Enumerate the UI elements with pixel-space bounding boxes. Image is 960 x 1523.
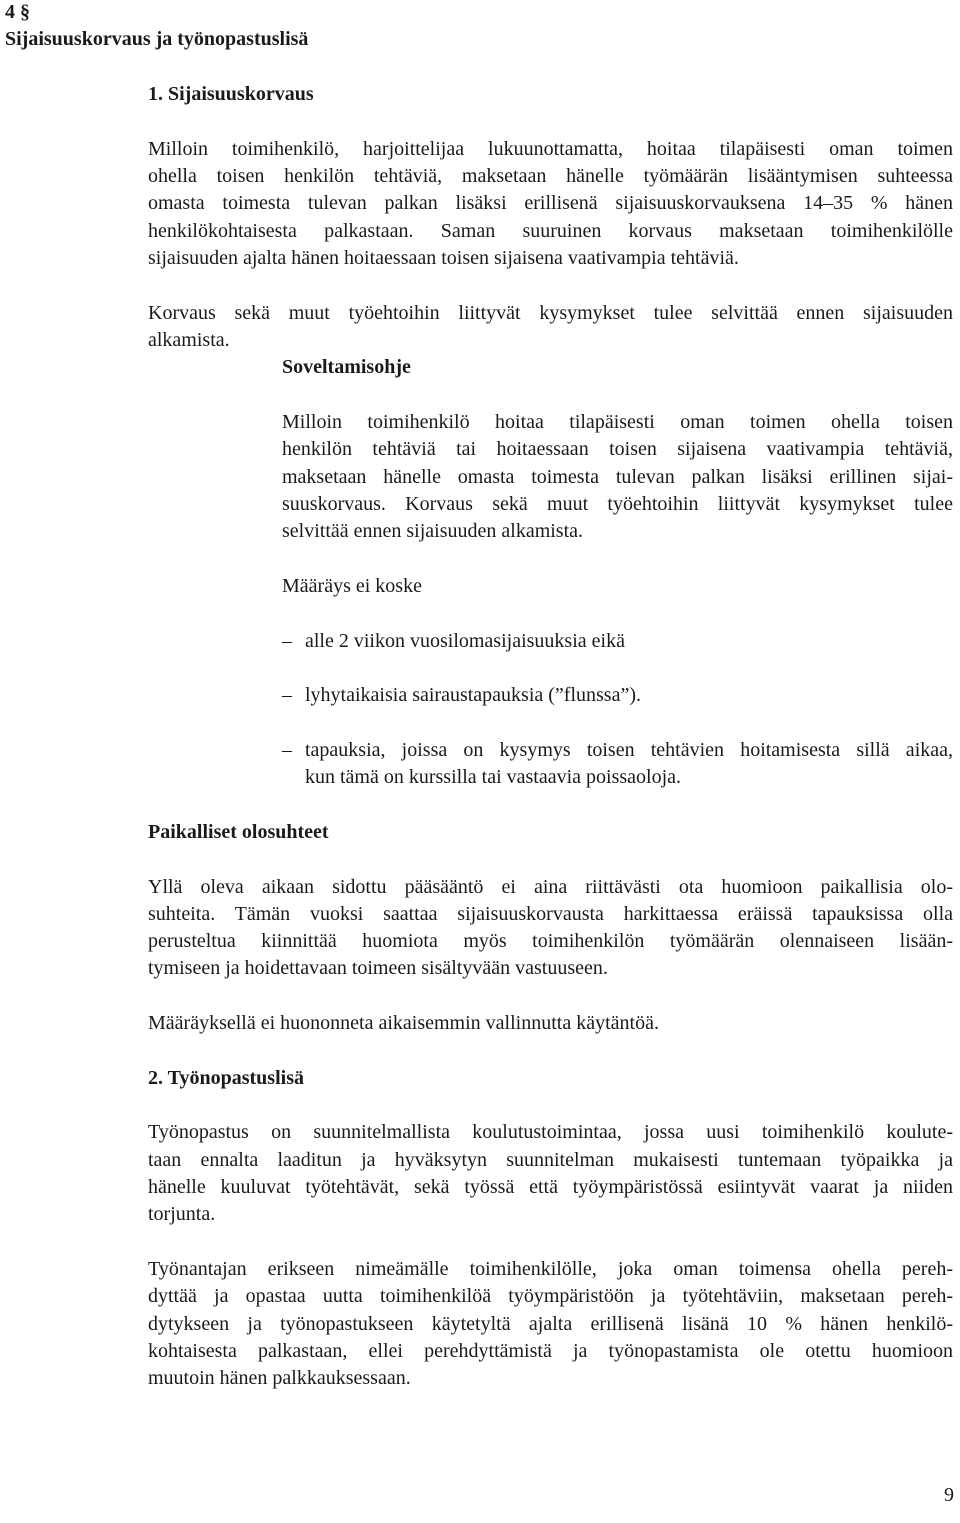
text-line: suuskorvaus. Korvaus sekä muut työehtoihin liittyvät kysymykset tulee [282, 492, 953, 515]
text-line: Työnopastus on suunnitelmallista koulutustoimintaa, jossa uusi toimihenkilö koulute- [148, 1121, 953, 1144]
list-item [282, 628, 953, 655]
text-line: hänelle kuuluvat työtehtävät, sekä työssä että työympäristössä esiintyvät vaarat ja niiden [148, 1176, 953, 1199]
text-line: alle 2 viikon vuosilomasijaisuuksia eikä [305, 629, 625, 652]
text-line: tymiseen ja hoidettavaan toimeen sisältyvään vastuuseen. [148, 957, 608, 980]
section-heading: 2. Työnopastuslisä [148, 1066, 304, 1089]
text-line: dyttää ja opastaa uutta toimihenkilöä työympäristöön ja työtehtäviin, maksetaan pereh- [148, 1285, 953, 1308]
text-line: Milloin toimihenkilö hoitaa tilapäisesti oman toimen ohella toisen [282, 410, 953, 433]
document-title: Sijaisuuskorvaus ja työnopastuslisä [5, 28, 309, 51]
text-line: taan ennalta laaditun ja hyväksytyn suunnitelman mukaisesti tuntemaan työpaikka ja [148, 1148, 953, 1171]
section-heading: 1. Sijaisuuskorvaus [148, 82, 314, 105]
page-number: 9 [944, 1484, 954, 1506]
text-line: Yllä oleva aikaan sidottu pääsääntö ei aina riittävästi ota huomioon paikallisia olo- [148, 875, 953, 898]
text-line: alkamista. [148, 328, 230, 351]
text-line: tapauksia, joissa on kysymys toisen tehtävien hoitamisesta sillä aikaa, [305, 738, 953, 761]
paragraph [148, 1119, 953, 1228]
text-line: perusteltua kiinnittää huomiota myös toimihenkilön työmäärän olennaiseen lisään- [148, 930, 953, 953]
text-line: henkilökohtaisesta palkastaan. Saman suuruinen korvaus maksetaan toimihenkilölle [148, 219, 953, 242]
text-line: sijaisuuden ajalta hänen hoitaessaan toisen sijaisena vaativampia tehtäviä. [148, 246, 739, 269]
text-line: torjunta. [148, 1203, 216, 1226]
paragraph [148, 1010, 953, 1037]
subheading: Soveltamisohje [282, 356, 411, 379]
text-line: maksetaan hänelle omasta toimesta tulevan palkan lisäksi erillinen sijai- [282, 465, 953, 488]
section-number: 4 § [5, 1, 30, 23]
text-line: Korvaus sekä muut työehtoihin liittyvät kysymykset tulee selvittää ennen sijaisuuden [148, 301, 953, 324]
section-2 [148, 1065, 953, 1393]
dash-marker: – [282, 684, 292, 707]
text-line: dytykseen ja työnopastukseen käytetyltä ajalta erillisenä lisänä 10 % hänen henkilö- [148, 1312, 953, 1335]
text-line: selvittää ennen sijaisuuden alkamista. [282, 520, 584, 543]
exclusions-intro: Määräys ei koske [282, 574, 422, 597]
text-line: henkilön tehtäviä tai hoitaessaan toisen sijaisena vaativampia tehtäviä, [282, 438, 953, 461]
text-line: ohella toisen henkilön tehtäviä, maksetaan hänelle työmäärän lisääntymisen suhteessa [148, 164, 953, 187]
application-guideline [282, 354, 953, 819]
paragraph [148, 874, 953, 983]
subheading: Paikalliset olosuhteet [148, 820, 329, 843]
list-item [282, 682, 953, 709]
text-line: Työnantajan erikseen nimeämälle toimihenkilölle, joka oman toimensa ohella pereh- [148, 1258, 953, 1281]
text-line: lyhytaikaisia sairaustapauksia (”flunssa”). [305, 684, 641, 707]
paragraph [148, 300, 953, 355]
paragraph [148, 1256, 953, 1393]
list-item [282, 737, 953, 792]
text-line: muutoin hänen palkkauksessaan. [148, 1367, 411, 1390]
paragraph [282, 409, 953, 546]
text-line: omasta toimesta tulevan palkan lisäksi erillisenä sijaisuuskorvauksena 14–35 % hänen [148, 192, 953, 215]
paragraph [148, 136, 953, 273]
text-line: Määräyksellä ei huononneta aikaisemmin vallinnutta käytäntöä. [148, 1012, 659, 1035]
dash-marker: – [282, 629, 292, 652]
dash-marker: – [282, 738, 292, 761]
section-1 [148, 81, 953, 354]
local-conditions [148, 819, 953, 1065]
text-line: kohtaisesta palkastaan, ellei perehdyttämistä ja työnopastamista ole otettu huomioon [148, 1340, 953, 1363]
text-line: kun tämä on kurssilla tai vastaavia poissaoloja. [305, 766, 682, 789]
text-line: Milloin toimihenkilö, harjoittelijaa lukuunottamatta, hoitaa tilapäisesti oman toimen [148, 137, 953, 160]
text-line: suhteita. Tämän vuoksi saattaa sijaisuuskorvausta harkittaessa eräissä tapauksissa olla [148, 902, 953, 925]
